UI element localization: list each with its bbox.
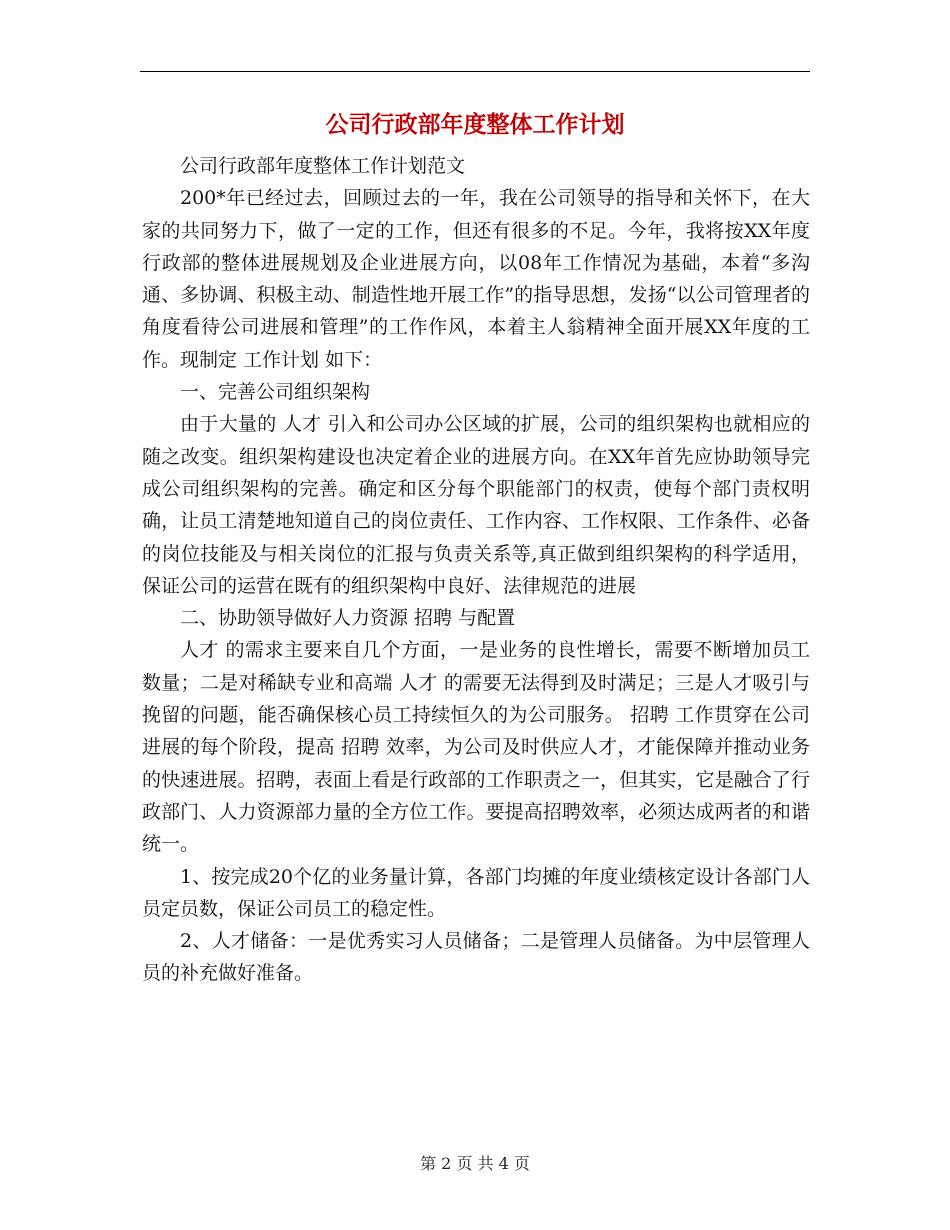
section-1-paragraph: 由于大量的 人才 引入和公司办公区域的扩展，公司的组织架构也就相应的随之改变。组织架构建设也决定着企业的进展方向。在XX年首先应协助领导完成公司组织架构的完善。确定和区分每个职能部门的权责，使每个部门责权明确，让员工清楚地知道自己的岗位责任、工作内容、工作权限、工作条件、必备的岗位技能及与相关岗位的汇报与负责关系等,真正做到组织架构的科学适用，保证公司的运营在既有的组织架构中良好、法律规范的进展 (142, 413, 810, 597)
list-item-1: 1、按完成20个亿的业务量计算，各部门均摊的年度业绩核定设计各部门人员定员数，保证公司员工的稳定性。 (142, 865, 810, 920)
list-item-2: 2、人才储备：一是优秀实习人员储备；二是管理人员储备。为中层管理人员的补充做好准备。 (142, 930, 810, 985)
section-2-paragraph: 人才 的需求主要来自几个方面，一是业务的良性增长，需要不断增加员工数量；二是对稀缺专业和高端 人才 的需要无法得到及时满足；三是人才吸引与挽留的问题，能否确保核心员工持续恒久的为公司服务。 招聘 工作贯穿在公司进展的每个阶段，提高 招聘 效率，为公司及时供应人才，才能保障并推动业务的快速进展。招聘，表面上看是行政部的工作职责之一，但其实，它是融合了行政部门、人力资源部力量的全方位工作。要提高招聘效率，必须达成两者的和谐统一。 (142, 639, 810, 856)
section-heading-1: 一、完善公司组织架构 (180, 381, 371, 404)
header-rule (140, 71, 810, 72)
section-heading-2: 二、协助领导做好人力资源 招聘 与配置 (180, 607, 516, 630)
document-title: 公司行政部年度整体工作计划 (325, 112, 625, 138)
page-number: 第 2 页 共 4 页 (420, 1154, 530, 1173)
intro-paragraph: 200*年已经过去，回顾过去的一年，我在公司领导的指导和关怀下，在大家的共同努力下，做了一定的工作，但还有很多的不足。今年，我将按XX年度行政部的整体进展规划及企业进展方向，以08年工作情况为基础，本着“多沟通、多协调、积极主动、制造性地开展工作”的指导思想，发扬“以公司管理者的角度看待公司进展和管理”的工作作风，本着主人翁精神全面开展XX年度的工作。现制定 工作计划 如下： (142, 187, 810, 371)
document-body (142, 150, 810, 990)
subtitle-paragraph: 公司行政部年度整体工作计划范文 (180, 155, 466, 177)
